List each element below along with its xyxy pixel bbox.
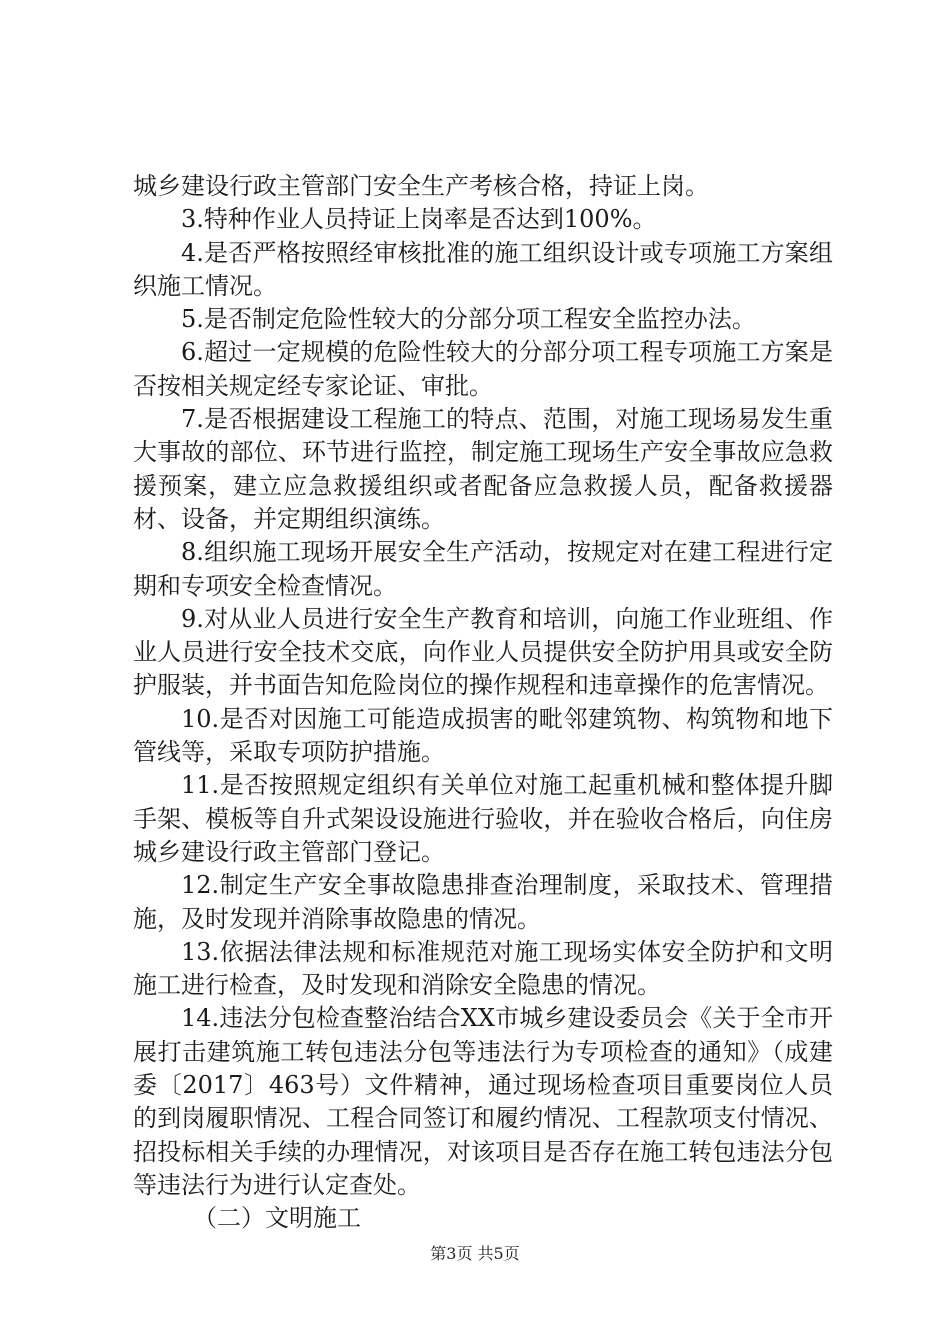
list-item-8: 8.组织施工现场开展安全生产活动，按规定对在建工程进行定期和专项安全检查情况。 bbox=[133, 538, 833, 600]
list-item-12: 12.制定生产安全事故隐患排查治理制度，采取技术、管理措施，及时发现并消除事故隐患的情况。 bbox=[133, 871, 833, 933]
section-heading: （二）文明施工 bbox=[193, 1204, 361, 1233]
list-item-5: 5.是否制定危险性较大的分部分项工程安全监控办法。 bbox=[181, 305, 756, 334]
list-item-7: 7.是否根据建设工程施工的特点、范围，对施工现场易发生重大事故的部位、环节进行监控，制定施工现场生产安全事故应急救援预案，建立应急救援组织或者配备应急救援人员，配备救援器材、设备，并定期组织演练。 bbox=[133, 405, 833, 533]
list-item-10: 10.是否对因施工可能造成损害的毗邻建筑物、构筑物和地下管线等，采取专项防护措施。 bbox=[133, 704, 833, 767]
list-item-14: 14.违法分包检查整治结合XX市城乡建设委员会《关于全市开展打击建筑施工转包违法分包等违法行为专项检查的通知》（成建委〔2017〕463号）文件精神，通过现场检查项目重要岗位人员的到岗履职情况、工程合同签订和履约情况、工程款项支付情况、招投标相关手续的办理情况，对该项目是否存在施工转包违法分包等违法行为进行认定查处。 bbox=[133, 1004, 833, 1199]
list-item-3: 3.特种作业人员持证上岗率是否达到100%。 bbox=[181, 205, 657, 234]
list-item-9: 9.对从业人员进行安全生产教育和培训，向施工作业班组、作业人员进行安全技术交底，向作业人员提供安全防护用具或安全防护服装，并书面告知危险岗位的操作规程和违章操作的危害情况。 bbox=[133, 604, 833, 700]
document-body bbox=[133, 170, 833, 1236]
paragraph-continuation: 城乡建设行政主管部门安全生产考核合格，持证上岗。 bbox=[133, 172, 709, 200]
list-item-4: 4.是否严格按照经审核批准的施工组织设计或专项施工方案组织施工情况。 bbox=[133, 238, 833, 300]
list-item-6: 6.超过一定规模的危险性较大的分部分项工程专项施工方案是否按相关规定经专家论证、审批。 bbox=[133, 338, 833, 400]
list-item-11: 11.是否按照规定组织有关单位对施工起重机械和整体提升脚手架、模板等自升式架设设施进行验收，并在验收合格后，向住房城乡建设行政主管部门登记。 bbox=[133, 771, 833, 866]
list-item-13: 13.依据法律法规和标准规范对施工现场实体安全防护和文明施工进行检查，及时发现和消除安全隐患的情况。 bbox=[133, 937, 833, 1000]
page-number-footer: 第3页 共5页 bbox=[430, 1244, 520, 1263]
